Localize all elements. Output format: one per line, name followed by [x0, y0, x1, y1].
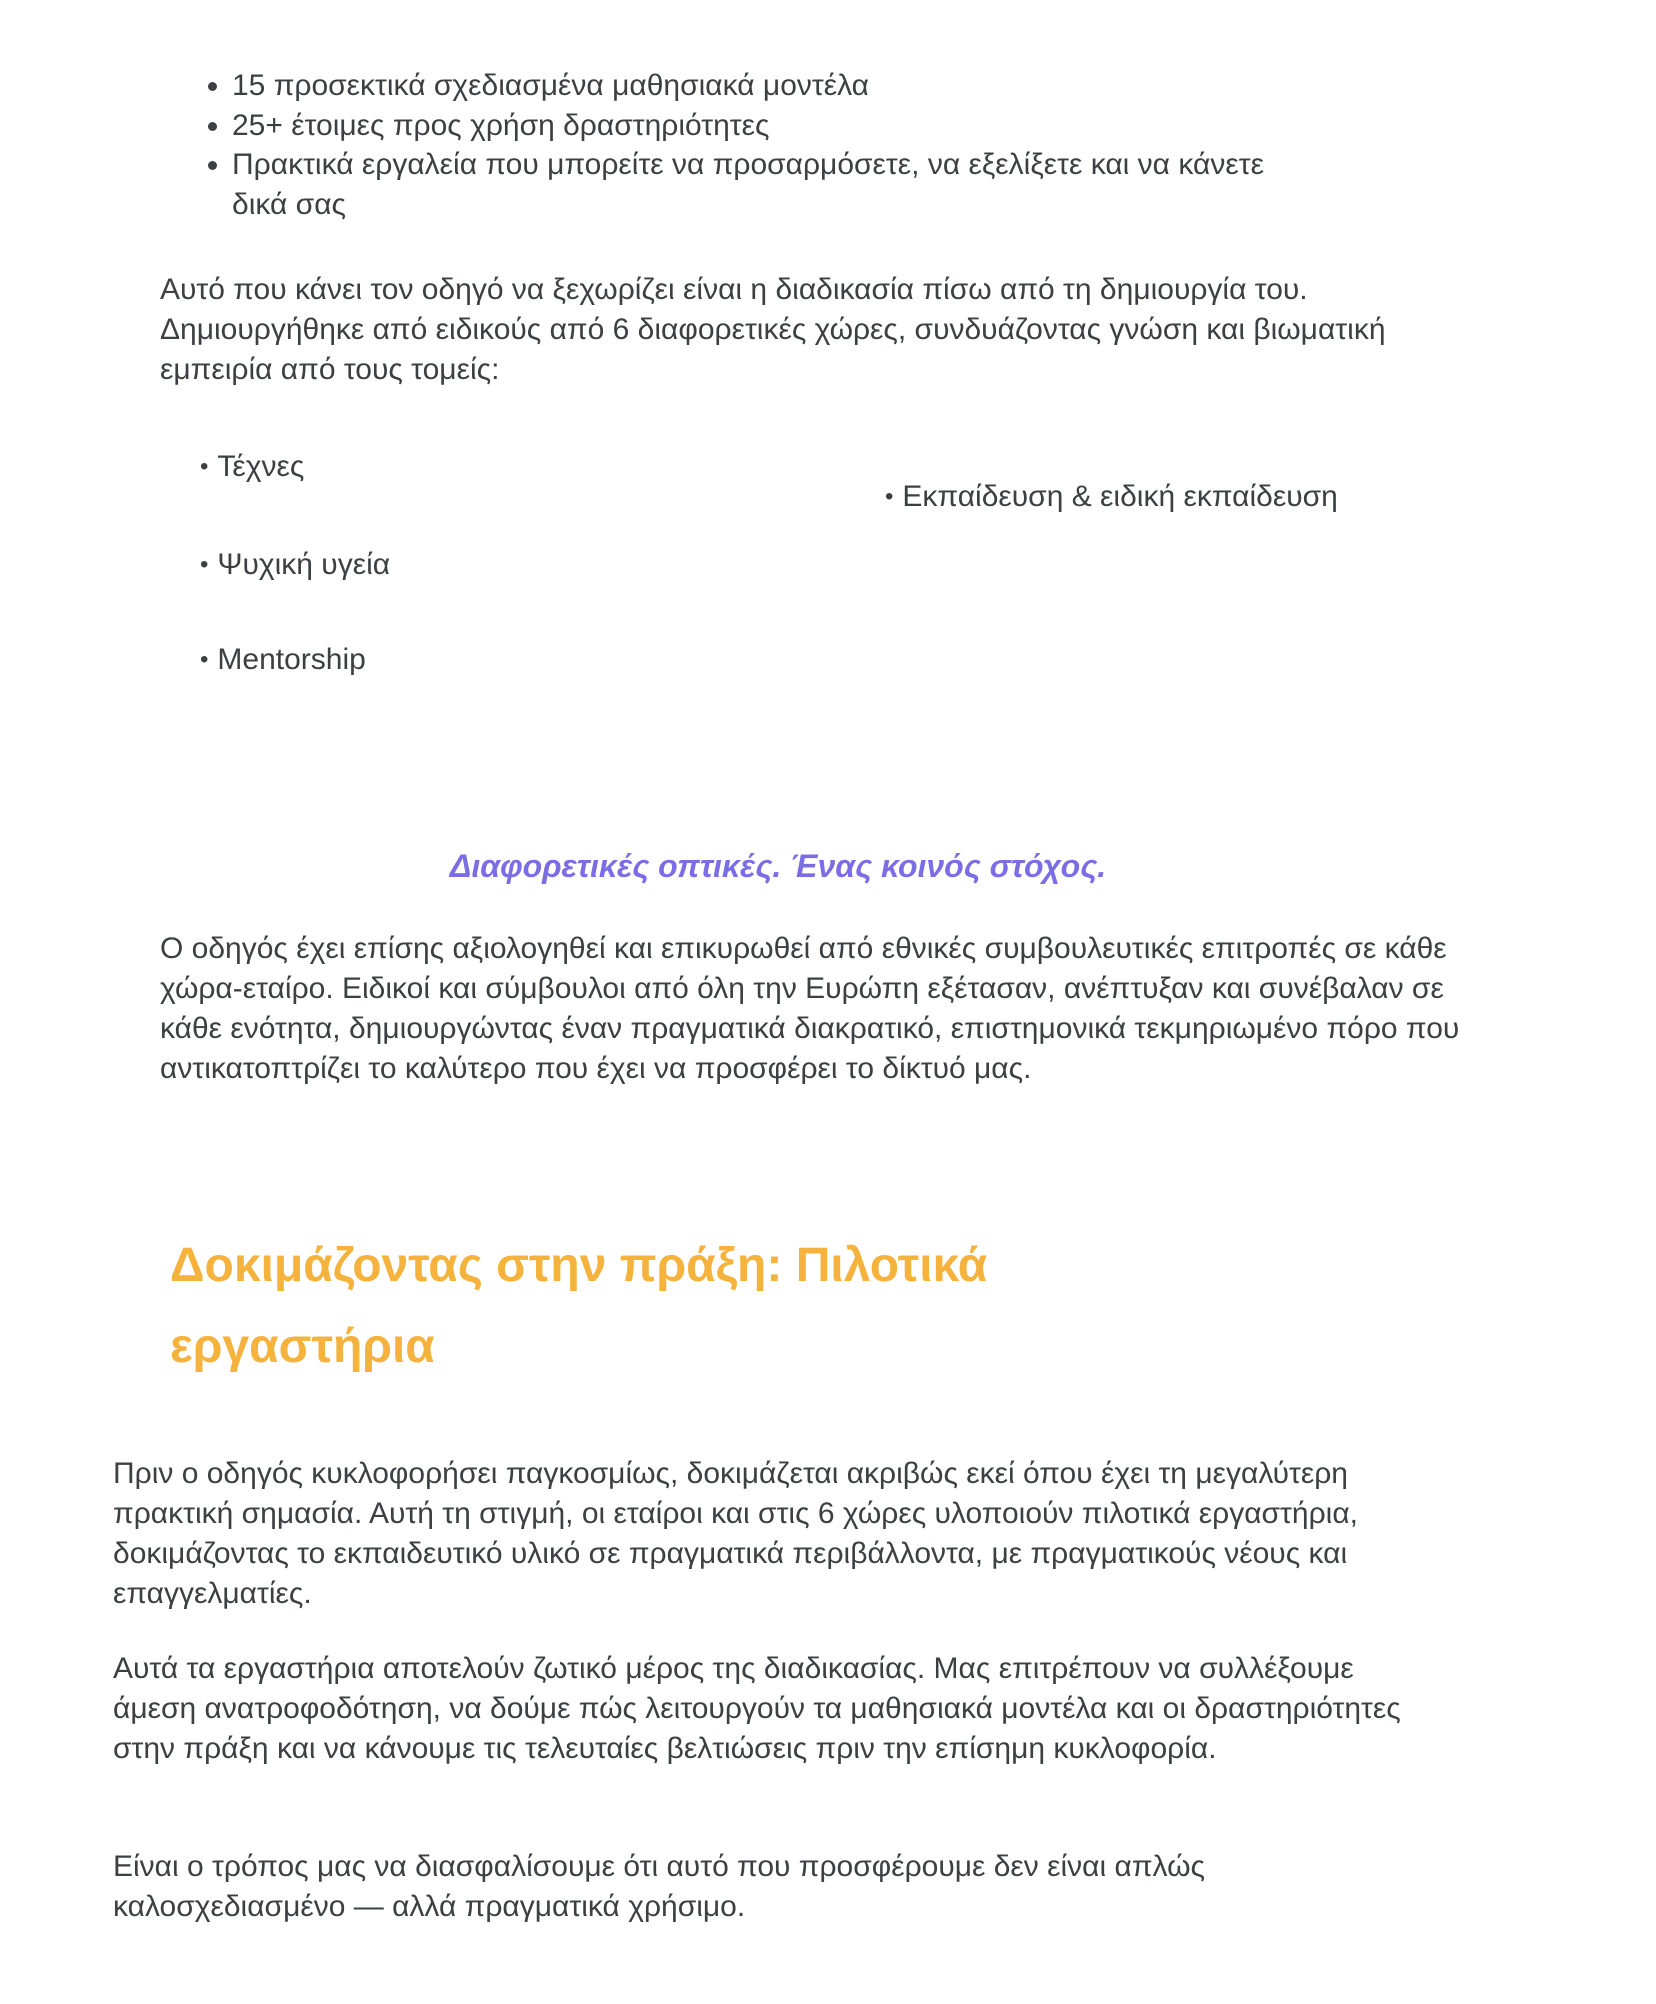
bullet-icon: •	[200, 646, 209, 673]
list-item: • 25+ έτοιμες προς χρήση δραστηριότητες	[232, 106, 1302, 146]
domain-label-mentorship: Mentorship	[217, 643, 366, 676]
bullet-icon: •	[200, 453, 209, 480]
domain-item-arts	[200, 447, 304, 489]
paragraph-pilot-role: Αυτά τα εργαστήρια αποτελούν ζωτικό μέρος της διαδικασίας. Μας επιτρέπουν να συλλέξουμε άμεση ανατροφοδότηση, να δούμε πώς λειτουργούν τα μαθησιακά μοντέλα και οι δραστηριότητες στην πράξη και να κάνουμε τις τελευταίες βελτιώσεις πριν την επίσημη κυκλοφορία.	[113, 1652, 1401, 1765]
list-item: • 15 προσεκτικά σχεδιασμένα μαθησιακά μοντέλα	[232, 66, 1302, 106]
paragraph-guide-process: Αυτό που κάνει τον οδηγό να ξεχωρίζει είναι η διαδικασία πίσω από τη δημιουργία του. Δημιουργήθηκε από ειδικούς από 6 διαφορετικές χώρες, συνδυάζοντας γνώση και βιωματική εμπειρία από τους τομείς:	[160, 273, 1386, 386]
domain-label-arts: Τέχνες	[217, 450, 305, 483]
paragraph-validation: Ο οδηγός έχει επίσης αξιολογηθεί και επικυρωθεί από εθνικές συμβουλευτικές επιτροπές σε κάθε χώρα-εταίρο. Ειδικοί και σύμβουλοι από όλη την Ευρώπη εξέτασαν, ανέπτυξαν και συνέβαλαν σε κάθε ενότητα, δημιουργώντας έναν πραγματικά διακρατικό, επιστημονικά τεκμηριωμένο πόρο που αντικατοπτρίζει το καλύτερο που έχει να προσφέρει το δίκτυό μας.	[160, 932, 1460, 1085]
bullet-icon: •	[200, 551, 209, 578]
heading-perspectives: Διαφορετικές οπτικές. Ένας κοινός στόχος.	[449, 848, 1107, 884]
domain-item-mental-health	[200, 545, 390, 587]
bullet-icon: •	[885, 483, 894, 510]
paragraph-pilot-intro: Πριν ο οδηγός κυκλοφορήσει παγκοσμίως, δοκιμάζεται ακριβώς εκεί όπου έχει τη μεγαλύτερη πρακτική σημασία. Αυτή τη στιγμή, οι εταίροι και στις 6 χώρες υλοποιούν πιλοτικά εργαστήρια, δοκιμάζοντας το εκπαιδευτικό υλικό σε πραγματικά περιβάλλοντα, με πραγματικούς νέους και επαγγελματίες.	[113, 1457, 1358, 1610]
paragraph-pilot-goal: Είναι ο τρόπος μας να διασφαλίσουμε ότι αυτό που προσφέρουμε δεν είναι απλώς καλοσχεδιασμένο — αλλά πραγματικά χρήσιμο.	[113, 1850, 1205, 1923]
domain-item-education	[885, 477, 1338, 519]
guide-features-list	[196, 66, 1302, 224]
domain-label-mental-health: Ψυχική υγεία	[217, 548, 391, 581]
list-item: • Πρακτικά εργαλεία που μπορείτε να προσαρμόσετε, να εξελίξετε και να κάνετε δικά σας	[232, 145, 1302, 224]
domain-label-education: Εκπαίδευση & ειδική εκπαίδευση	[902, 480, 1338, 513]
domain-item-mentorship	[200, 640, 366, 682]
heading-pilot-workshops: Δοκιμάζοντας στην πράξη: Πιλοτικά εργαστήρια	[170, 1239, 988, 1373]
